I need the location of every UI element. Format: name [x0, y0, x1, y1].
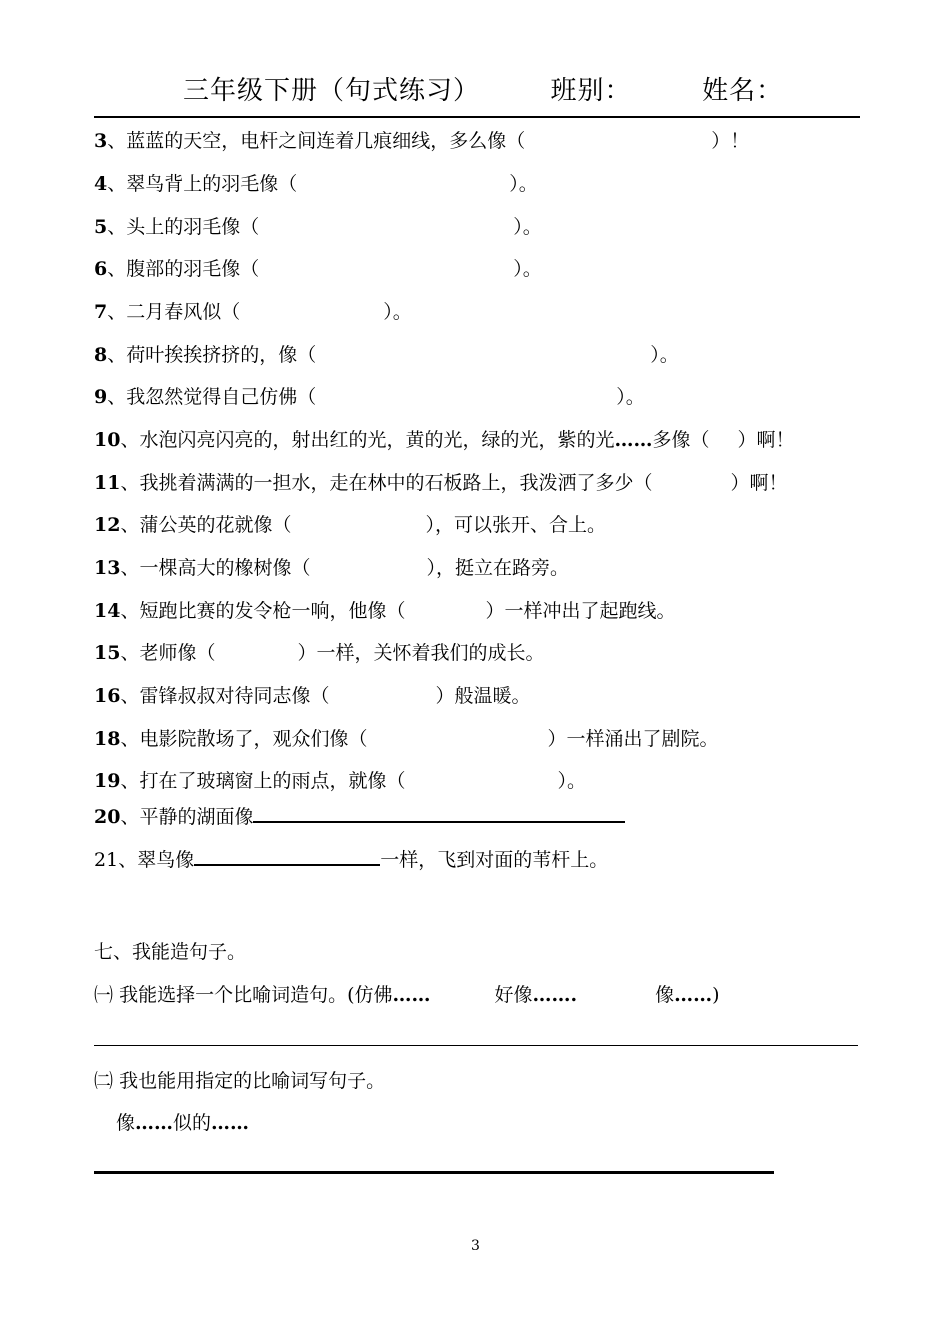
item-number: 20 — [94, 806, 121, 828]
item-text-end: ），挺立在路旁。 — [426, 557, 569, 579]
item-text-end: ）般温暖。 — [435, 685, 531, 707]
ellipsis: …… — [211, 1112, 250, 1134]
item-text-end: ），可以张开、合上。 — [425, 514, 606, 536]
item-text: 、一棵高大的橡树像（ — [120, 557, 311, 579]
item-18 — [94, 724, 718, 751]
pattern-word: 像 — [116, 1112, 136, 1134]
item-20 — [94, 802, 625, 829]
item-number: 12 — [94, 514, 121, 536]
item-text-end: ）。 — [513, 216, 542, 238]
item-3 — [94, 126, 749, 153]
pattern-prompt — [116, 1108, 249, 1135]
writing-line-1[interactable] — [94, 1045, 858, 1046]
closing-paren: ) — [712, 984, 720, 1006]
ellipsis: …… — [614, 429, 653, 451]
part-marker: ㈡ — [94, 1070, 114, 1092]
item-10 — [94, 425, 795, 452]
item-16 — [94, 681, 530, 708]
item-number: 3 — [94, 130, 108, 152]
simile-word: 像 — [655, 984, 675, 1006]
ellipsis: …… — [392, 984, 431, 1006]
item-text-end: ）啊！ — [730, 472, 788, 494]
item-number: 14 — [94, 600, 121, 622]
item-text-end: ）！ — [711, 130, 750, 152]
item-text: 、二月春风似（ — [107, 301, 241, 323]
pattern-word: 似的 — [173, 1112, 212, 1134]
item-number: 13 — [94, 557, 121, 579]
section-7-part-2 — [94, 1066, 385, 1093]
item-text: 、翠鸟像 — [118, 849, 195, 871]
page-header — [183, 70, 783, 107]
item-text-end: ）。 — [616, 386, 645, 408]
item-text-end: ）一样涌出了剧院。 — [547, 728, 719, 750]
name-label: 姓名： — [702, 76, 784, 106]
part-text: 我能选择一个比喻词造句。(仿佛 — [119, 984, 393, 1006]
part-marker: ㈠ — [94, 984, 114, 1006]
item-number: 7 — [94, 301, 108, 323]
item-19 — [94, 766, 586, 793]
page-number: 3 — [471, 1238, 480, 1254]
ellipsis: ……. — [532, 984, 578, 1006]
item-text-end: ）。 — [557, 770, 586, 792]
item-text: 、电影院散场了，观众们像（ — [120, 728, 368, 750]
item-number: 10 — [94, 429, 121, 451]
item-11 — [94, 468, 787, 495]
item-text: 、蓝蓝的天空，电杆之间连着几痕细线，多么像（ — [107, 130, 526, 152]
item-text-end: ）。 — [383, 301, 412, 323]
item-6 — [94, 254, 542, 281]
item-text: 、腹部的羽毛像（ — [107, 258, 260, 280]
item-text-end: ）。 — [650, 344, 679, 366]
answer-underline[interactable] — [253, 803, 625, 823]
item-text: 、头上的羽毛像（ — [107, 216, 260, 238]
worksheet-title: 三年级下册（句式练习） — [183, 76, 481, 106]
item-number: 15 — [94, 642, 121, 664]
item-text-end: 一样，飞到对面的苇杆上。 — [380, 849, 609, 871]
item-21 — [94, 845, 608, 872]
item-number: 18 — [94, 728, 121, 750]
item-5 — [94, 212, 542, 239]
item-text: 、我忽然觉得自己仿佛（ — [107, 386, 317, 408]
ellipsis: …… — [135, 1112, 174, 1134]
item-text: 、翠鸟背上的羽毛像（ — [107, 173, 298, 195]
item-12 — [94, 510, 606, 537]
item-number: 5 — [94, 216, 108, 238]
item-4 — [94, 169, 538, 196]
item-text: 、打在了玻璃窗上的雨点，就像（ — [120, 770, 406, 792]
item-text: 、雷锋叔叔对待同志像（ — [120, 685, 330, 707]
section-7-title: 七、我能造句子。 — [94, 941, 247, 963]
item-text: 、老师像（ — [120, 642, 216, 664]
item-text-end: ）一样，关怀着我们的成长。 — [297, 642, 545, 664]
item-9 — [94, 382, 645, 409]
item-8 — [94, 340, 679, 367]
writing-line-2[interactable] — [94, 1171, 774, 1174]
ellipsis: …… — [674, 984, 713, 1006]
item-text-end: ）。 — [509, 173, 538, 195]
item-15 — [94, 638, 544, 665]
item-text: 、水泡闪亮闪亮的，射出红的光，黄的光，绿的光，紫的光 — [120, 429, 615, 451]
item-text: 、短跑比赛的发令枪一响，他像（ — [120, 600, 406, 622]
section-7-part-1 — [94, 980, 720, 1007]
answer-underline[interactable] — [194, 846, 380, 866]
simile-word: 好像 — [494, 984, 533, 1006]
class-label: 班别： — [550, 76, 632, 106]
item-text: 、荷叶挨挨挤挤的，像（ — [107, 344, 317, 366]
part-text: 我也能用指定的比喻词写句子。 — [119, 1070, 386, 1092]
item-13 — [94, 553, 569, 580]
item-text: 、我挑着满满的一担水，走在林中的石板路上，我泼洒了多少（ — [120, 472, 653, 494]
item-number: 8 — [94, 344, 108, 366]
item-text: 、平静的湖面像 — [120, 806, 254, 828]
item-text-mid: 多像（ — [652, 429, 710, 451]
item-number: 9 — [94, 386, 108, 408]
item-number: 21 — [94, 849, 119, 871]
item-number: 4 — [94, 173, 108, 195]
item-14 — [94, 596, 675, 623]
item-text-end: ）一样冲出了起跑线。 — [485, 600, 676, 622]
item-text-end: ）啊！ — [737, 429, 795, 451]
item-number: 19 — [94, 770, 121, 792]
item-text-end: ）。 — [513, 258, 542, 280]
header-rule — [94, 116, 860, 118]
item-number: 16 — [94, 685, 121, 707]
item-7 — [94, 297, 412, 324]
item-number: 6 — [94, 258, 108, 280]
item-text: 、蒲公英的花就像（ — [120, 514, 292, 536]
item-number: 11 — [94, 472, 121, 494]
